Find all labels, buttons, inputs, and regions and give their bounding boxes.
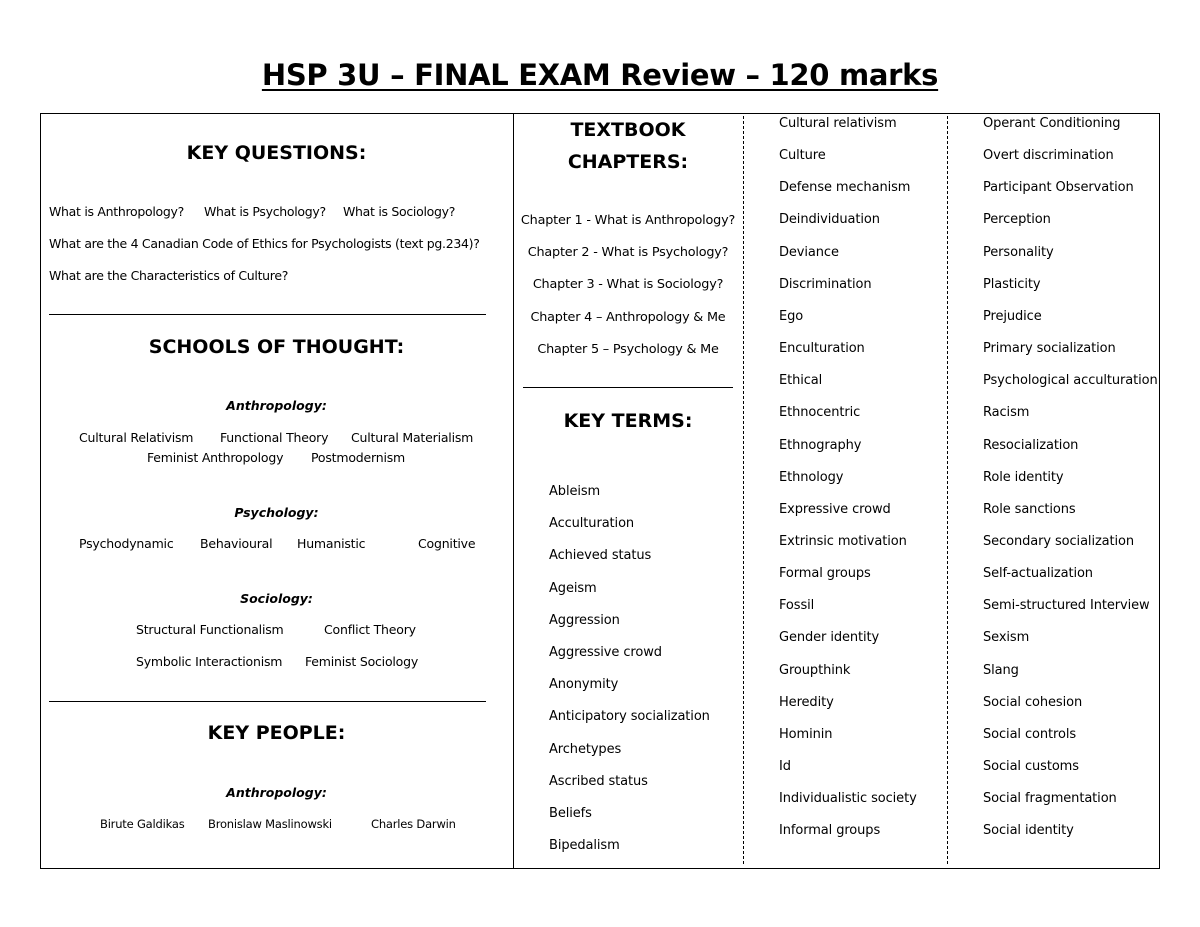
key-term: Racism [983,405,1030,421]
key-term: Participant Observation [983,180,1134,196]
terms-divider-1 [743,116,744,864]
key-term: Groupthink [779,662,851,678]
table-right-border [1159,113,1160,868]
key-term: Social cohesion [983,694,1083,710]
key-term: Resocialization [983,437,1079,453]
school-item: Psychodynamic [79,536,174,551]
key-term: Informal groups [779,823,881,839]
key-term: Ethnology [779,469,844,485]
table-left-border [40,113,41,868]
school-item: Conflict Theory [324,622,416,637]
schools-heading: SCHOOLS OF THOUGHT: [148,336,405,358]
person-item: Bronislaw Maslinowski [208,817,332,831]
key-term: Social customs [983,759,1079,774]
schools-psychology-label: Psychology: [234,505,319,520]
key-term: Sexism [983,630,1030,646]
key-term: Ascribed status [549,773,648,789]
chapter-item: Chapter 4 – Anthropology & Me [530,310,726,325]
key-people-heading: KEY PEOPLE: [207,722,346,744]
school-item: Feminist Anthropology [147,450,284,465]
key-questions-heading: KEY QUESTIONS: [186,142,367,164]
chapter-item: Chapter 1 - What is Anthropology? [520,213,736,228]
chapter-item: Chapter 2 - What is Psychology? [527,245,729,260]
question-anthropology: What is Anthropology? [49,204,184,219]
school-item: Structural Functionalism [136,622,284,637]
key-term: Anonymity [549,677,619,693]
key-term: Role sanctions [983,501,1076,517]
key-term: Bipedalism [549,838,620,854]
key-term: Ageism [549,580,597,596]
school-item: Behavioural [200,536,273,551]
page-title: HSP 3U – FINAL EXAM Review – 120 marks [261,58,939,92]
key-term: Beliefs [549,806,592,821]
key-term: Plasticity [983,276,1041,292]
question-ethics: What are the 4 Canadian Code of Ethics for Psychologists (text pg.234)? [49,236,480,251]
key-term: Extrinsic motivation [779,533,907,549]
key-term: Discrimination [779,276,872,292]
key-term: Aggression [549,612,620,628]
school-item: Cultural Relativism [79,430,194,445]
key-term: Primary socialization [983,341,1116,357]
schools-anthropology-label: Anthropology: [226,398,327,413]
school-item: Cultural Materialism [351,430,474,445]
chapter-item: Chapter 5 – Psychology & Me [537,342,719,357]
key-term: Deviance [779,244,839,260]
key-term: Cultural relativism [779,116,897,131]
chapter-item: Chapter 3 - What is Sociology? [532,277,724,292]
key-term: Ego [779,308,804,324]
key-term: Acculturation [549,516,635,532]
key-term: Gender identity [779,630,880,646]
textbook-heading: TEXTBOOK [570,119,686,141]
key-term: Personality [983,244,1054,260]
key-term: Ethnocentric [779,405,861,421]
key-term: Ethnography [779,437,862,453]
key-term: Defense mechanism [779,180,911,196]
school-item: Humanistic [297,536,366,551]
key-term: Fossil [779,598,815,614]
key-term: Operant Conditioning [983,116,1121,131]
key-term: Role identity [983,469,1064,485]
key-term: Formal groups [779,566,871,582]
key-term: Prejudice [983,308,1042,324]
key-terms-heading: KEY TERMS: [563,410,693,432]
key-term: Perception [983,212,1051,228]
key-term: Heredity [779,694,834,710]
question-sociology: What is Sociology? [343,204,456,219]
section-divider [523,387,733,388]
section-divider [49,314,486,315]
school-item: Feminist Sociology [305,654,419,669]
key-term: Expressive crowd [779,501,891,517]
person-item: Charles Darwin [371,817,456,831]
key-term: Aggressive crowd [549,645,662,660]
key-term: Ethical [779,373,823,389]
key-term: Anticipatory socialization [549,709,710,725]
key-term: Deindividuation [779,212,880,228]
key-term: Culture [779,148,826,164]
key-term: Hominin [779,726,833,742]
school-item: Cognitive [418,536,476,551]
question-psychology: What is Psychology? [204,204,326,219]
people-anthropology-label: Anthropology: [226,785,327,800]
key-term: Self-actualization [983,566,1093,582]
key-term: Enculturation [779,341,865,357]
question-culture: What are the Characteristics of Culture? [49,268,289,283]
school-item: Symbolic Interactionism [136,654,283,669]
textbook-heading-2: CHAPTERS: [567,151,689,173]
section-divider [49,701,486,702]
person-item: Birute Galdikas [100,817,185,831]
school-item: Postmodernism [311,450,406,465]
key-term: Secondary socialization [983,533,1135,549]
key-term: Ableism [549,484,601,499]
key-term: Individualistic society [779,791,917,807]
key-term: Psychological acculturation [983,373,1158,389]
school-item: Functional Theory [220,430,329,445]
key-term: Social identity [983,823,1074,839]
key-term: Id [779,759,791,774]
terms-divider-2 [947,116,948,864]
key-term: Semi-structured Interview [983,598,1150,614]
key-term: Overt discrimination [983,148,1114,164]
key-term: Achieved status [549,548,652,564]
key-term: Archetypes [549,741,622,757]
key-term: Social controls [983,726,1077,742]
key-term: Slang [983,662,1019,678]
key-term: Social fragmentation [983,791,1117,807]
schools-sociology-label: Sociology: [240,591,313,606]
